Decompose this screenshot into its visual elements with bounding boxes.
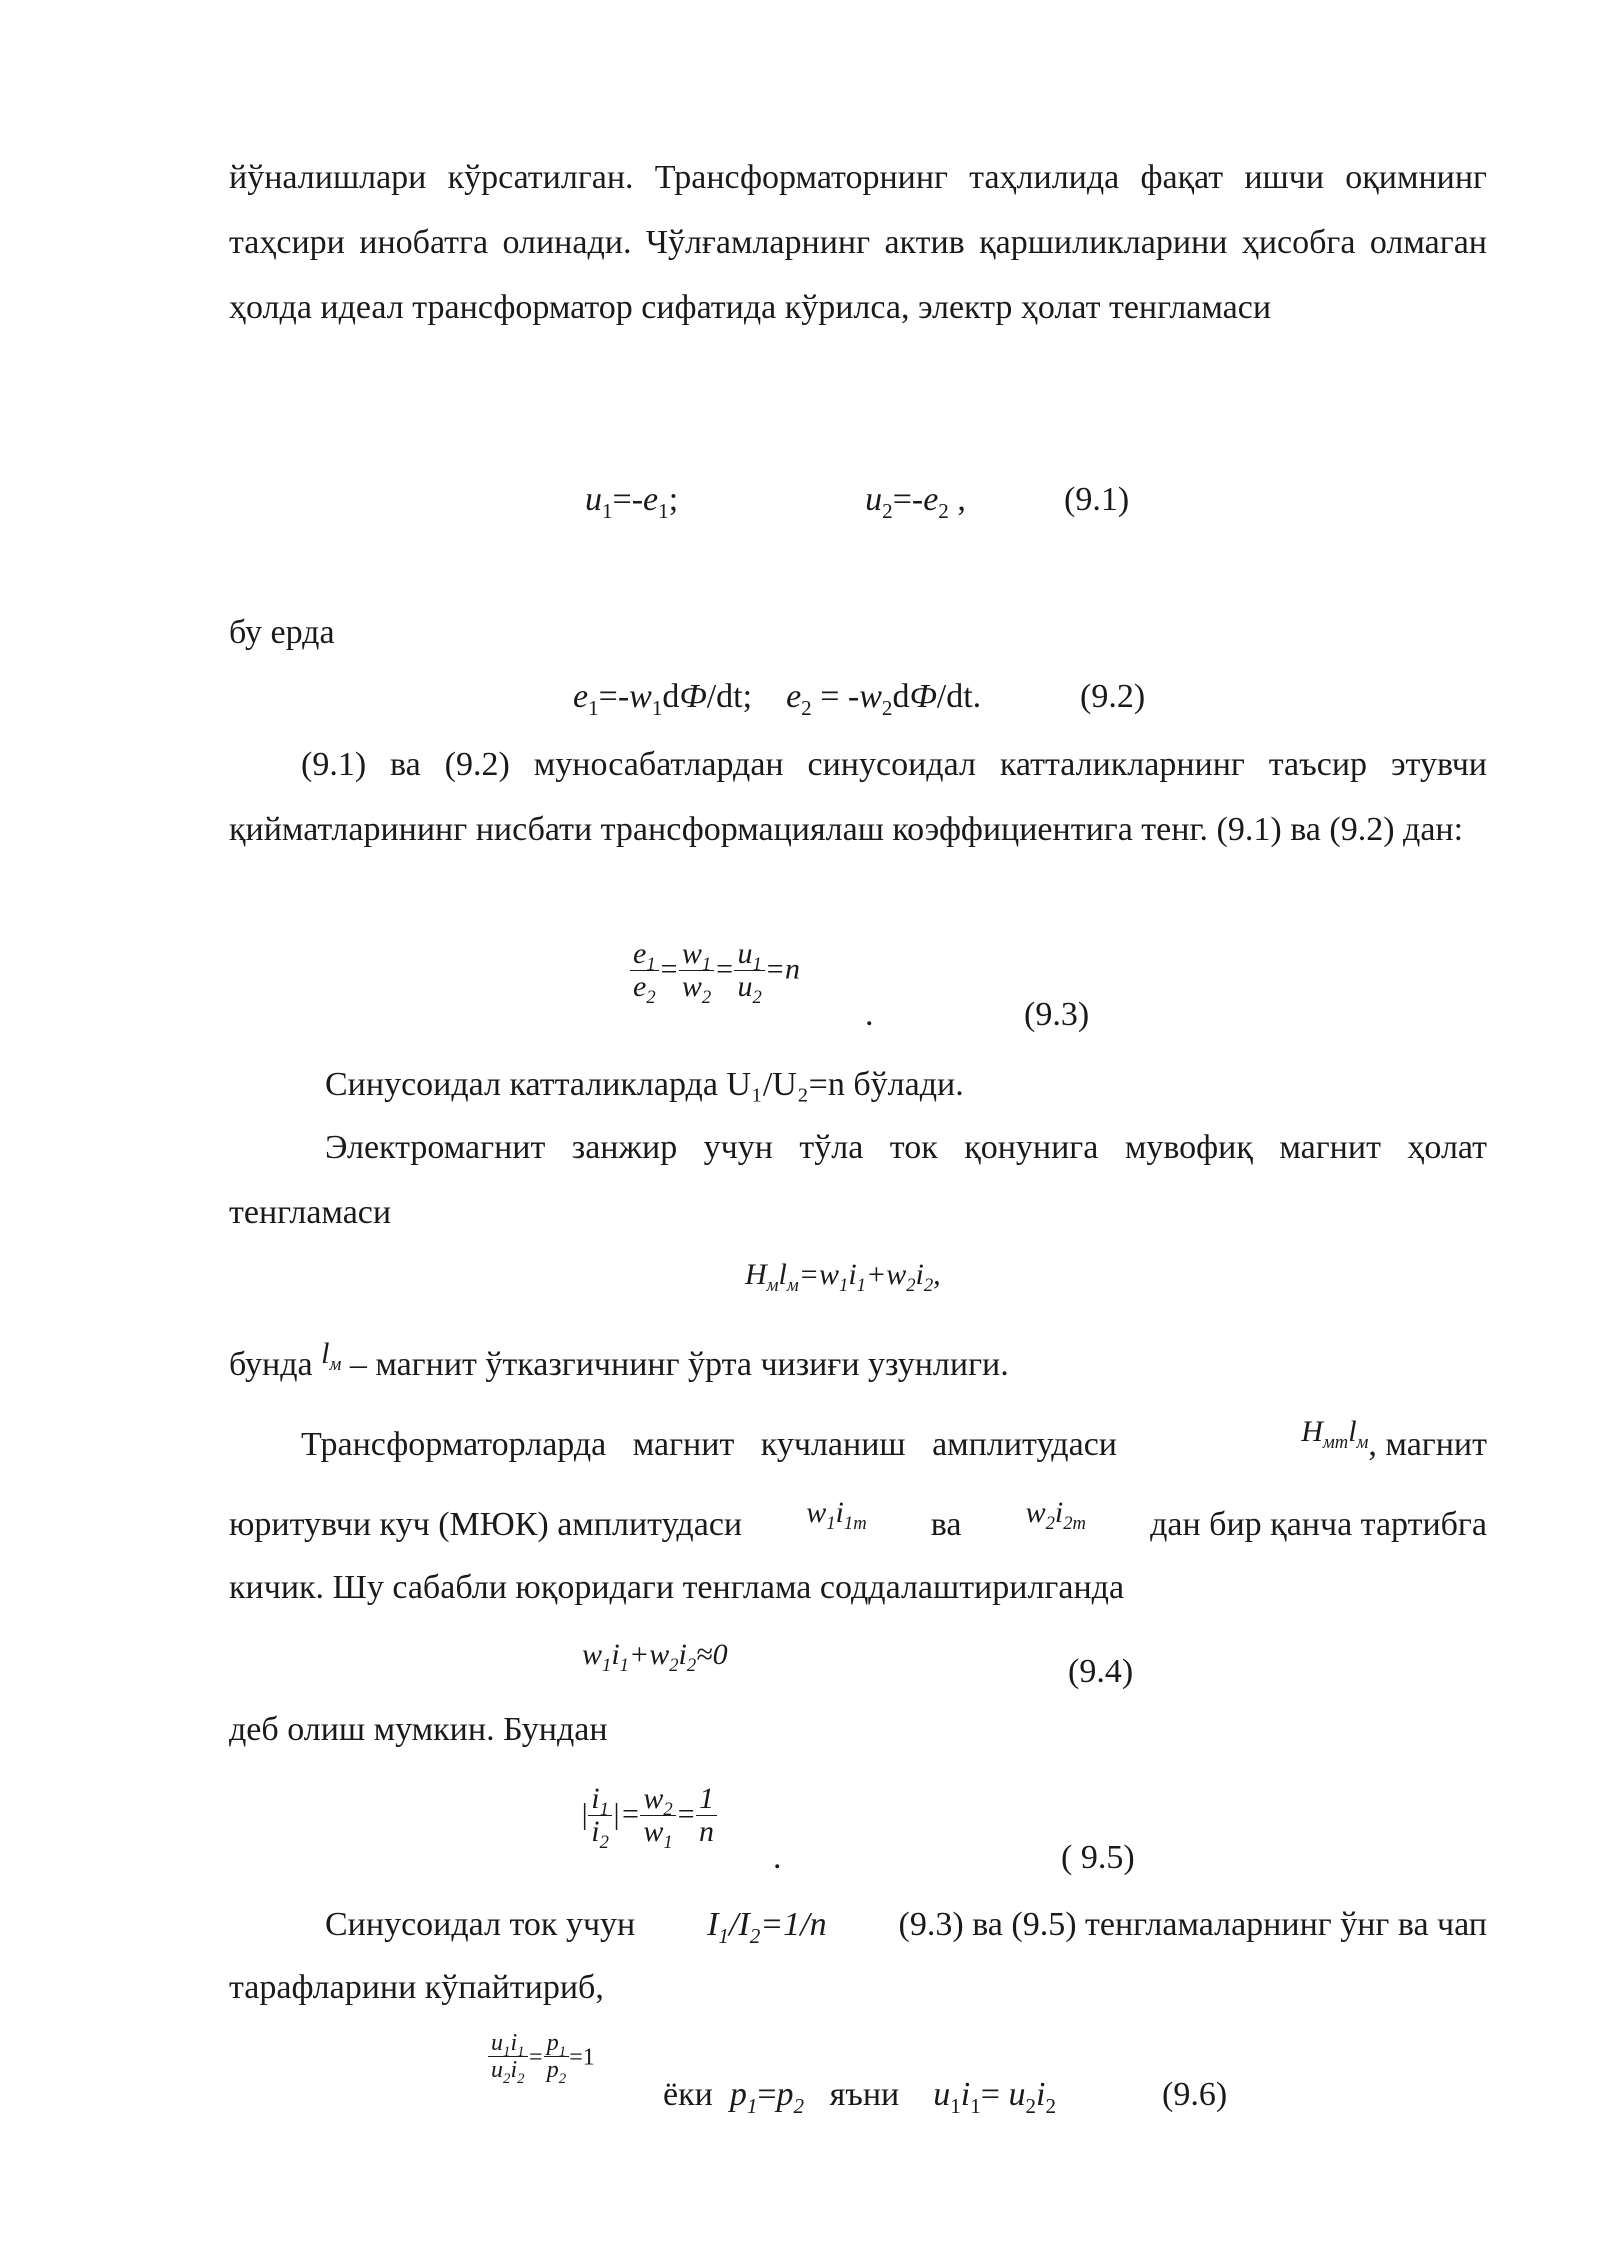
equation-9-1: $u_1=-e_1$; $u_2=-e_2$ , [585,481,966,523]
paragraph-transformators-line3: кичик. Шу сабабли юқоридаги тенглама соддалаштирилганда [229,1569,1125,1606]
equation-9-3: $\frac{e_1}{e_2}$ = $\frac{w_1}{w_2}$ = $\frac{u_1}{u_2}$ =n [630,938,800,1003]
equation-9-2: $e_1=-w_1dФ/dt$; $e_2 = -w_2dФ/dt$. [573,678,982,720]
equation-9-3-dot: . [865,996,874,1033]
paragraph-sinus-current-line2: тарафларини кўпайтириб, [229,1969,604,2006]
equation-magnetic-state: $H_мl_м=w_1i_1+w_2i_2$, [745,1258,941,1296]
p9-text-a: Синусоидал ток учун [325,1906,636,1943]
equation-9-6-text: ёки $p_1=p_2$ яъни $u_1i_1= u_2i_2$ [663,2076,1056,2118]
paragraph-electromagnetic: Электромагнит занжир учун тўла ток қонунига мувофиқ магнит ҳолат тенгламаси [229,1129,1487,1231]
bunda-label: бунда [229,1346,313,1383]
equation-number-9-2: (9.2) [1080,678,1146,715]
paragraph-bu-erda: бу ерда [229,614,335,651]
paragraph-intro: йўналишлари кўрсатилган. Трансформаторнинг таҳлилида фақат ишчи оқимнинг таҳсири инобатга олинади. Чўлғамларнинг актив қаршиликларини ҳисобга олмаган ҳолда идеал трансформатор сифатида кўрилса, электр ҳолат тенгламаси [229,159,1487,326]
equation-9-4: $w_1i_1+w_2i_2\approx 0$ [582,1638,728,1676]
bunda-text: – магнит ўтказгичнинг ўрта чизиғи узунлиги. [349,1346,1009,1383]
equation-number-9-3: (9.3) [1024,996,1090,1033]
paragraph-relations: (9.1) ва (9.2) муносабатлардан синусоидал катталикларнинг таъсир этувчи қийматларининг нисбати трансформациялаш коэффициентига тенг. (9.1) ва (9.2) дан: [229,746,1487,848]
equation-number-9-5: ( 9.5) [1061,1839,1135,1876]
equation-number-9-1: (9.1) [1064,481,1130,518]
p7-text-c: ва [930,1506,962,1543]
paragraph-bunda: бунда $l_м$ – магнит ўтказгичнинг ўрта чизиғи узунлиги. [229,1337,1009,1383]
equation-9-6-fraction: $\frac{u_1i_1}{u_2i_2}$ = $\frac{p_1}{p_2}$ =1 [488,2030,595,2083]
paragraph-transformators-line2: юритувчи куч (МЮК) амплитудаси $w_1i_{1m}$ ва $w_2i_{2m}$ дан бир қанча тартибга [229,1496,1487,1543]
equation-9-5: | $\frac{i_1}{i_2}$ |= $\frac{w_2}{w_1}$ = $\frac{1}{n}$ [580,1783,717,1848]
paragraph-deb-olish: деб олиш мумкин. Бундан [229,1711,608,1748]
eq96-yani: яъни [829,2076,900,2113]
equation-9-5-dot: . [773,1839,782,1876]
equation-number-9-4: (9.4) [1068,1653,1134,1690]
equation-number-9-6: (9.6) [1162,2076,1228,2113]
p7-text-a: Трансформаторларда магнит кучланиш амплитудаси [301,1426,1117,1463]
paragraph-sinus-current-line1: Синусоидал ток учун $I_1/I_2=1/n$ (9.3) ва (9.5) тенгламаларнинг ўнг ва чап [325,1906,1487,1948]
paragraph-sinus-ratio: Синусоидал катталикларда U₁/U₂=n бўлади. [325,1066,964,1103]
eq96-eki: ёки [663,2076,713,2113]
paragraph-transformators-line1: Трансформаторларда магнит кучланиш амплитудаси $H_{мт}l_м$, магнит [301,1425,1487,1466]
